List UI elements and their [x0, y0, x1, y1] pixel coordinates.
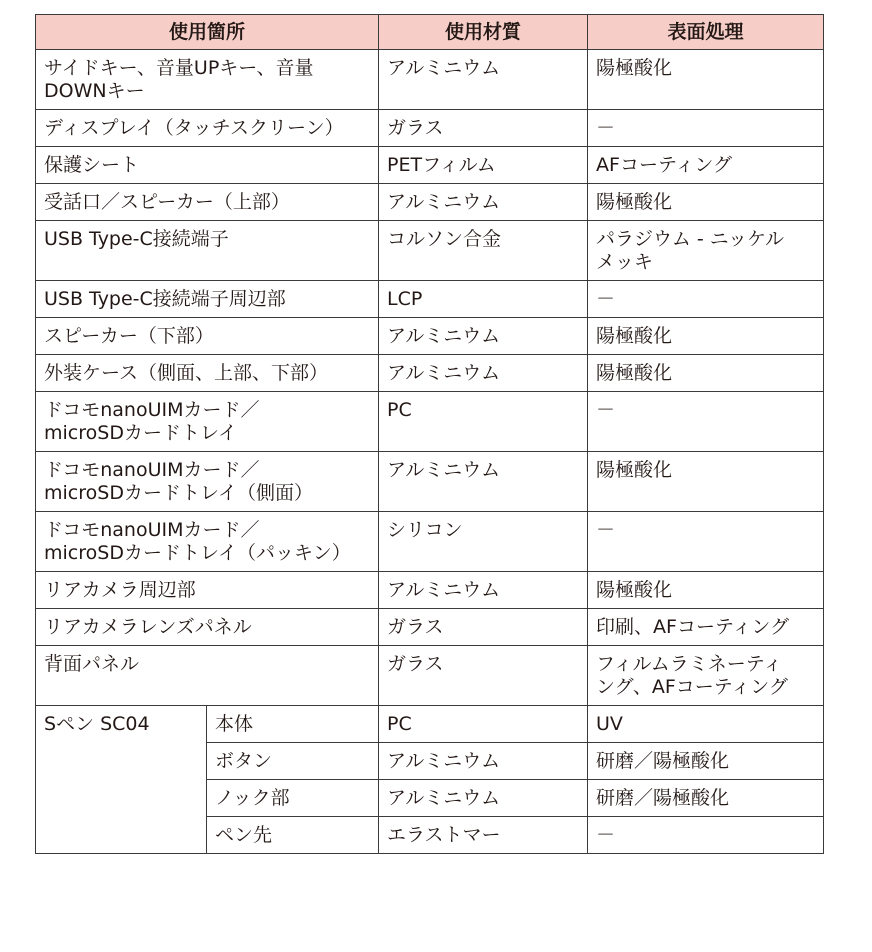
- table-row: [36, 452, 824, 512]
- materials-table: [35, 14, 824, 854]
- location-cell: ディスプレイ（タッチスクリーン）: [36, 110, 379, 147]
- surface-cell: UV: [588, 706, 824, 743]
- spen-part-cell: ボタン: [207, 743, 379, 780]
- location-text: ドコモnanoUIMカード／ microSDカードトレイ: [44, 399, 260, 444]
- surface-cell: 陽極酸化: [588, 184, 824, 221]
- location-cell: リアカメラレンズパネル: [36, 609, 379, 646]
- location-cell: USB Type-C接続端子周辺部: [36, 281, 379, 318]
- header-location: 使用箇所: [36, 15, 379, 50]
- location-cell: [36, 512, 379, 572]
- material-cell: アルミニウム: [379, 50, 588, 110]
- surface-cell: 陽極酸化: [588, 355, 824, 392]
- header-row: [36, 15, 824, 50]
- surface-cell: [588, 221, 824, 281]
- location-cell: USB Type-C接続端子: [36, 221, 379, 281]
- location-cell: 受話口／スピーカー（上部）: [36, 184, 379, 221]
- location-cell: 外装ケース（側面、上部、下部）: [36, 355, 379, 392]
- location-cell: [36, 392, 379, 452]
- surface-text: パラジウム - ニッケル メッキ: [596, 228, 785, 273]
- table-row: [36, 50, 824, 110]
- spen-group-cell: Sペン SC04: [36, 706, 207, 854]
- table-row: [36, 281, 824, 318]
- table-row: [36, 512, 824, 572]
- surface-cell: 陽極酸化: [588, 318, 824, 355]
- material-cell: アルミニウム: [379, 452, 588, 512]
- material-cell: シリコン: [379, 512, 588, 572]
- spen-row: [36, 706, 824, 743]
- surface-text: フィルムラミネーティ ング、AFコーティング: [596, 653, 788, 698]
- table-row: [36, 609, 824, 646]
- material-cell: PC: [379, 392, 588, 452]
- table-row: [36, 110, 824, 147]
- material-cell: コルソン合金: [379, 221, 588, 281]
- surface-cell: 陽極酸化: [588, 50, 824, 110]
- material-cell: エラストマー: [379, 817, 588, 854]
- table-row: [36, 572, 824, 609]
- table-row: [36, 147, 824, 184]
- spen-part-cell: 本体: [207, 706, 379, 743]
- surface-cell: －: [588, 817, 824, 854]
- surface-cell: －: [588, 110, 824, 147]
- surface-cell: [588, 646, 824, 706]
- material-cell: アルミニウム: [379, 743, 588, 780]
- table-row: [36, 221, 824, 281]
- material-cell: アルミニウム: [379, 355, 588, 392]
- surface-cell: －: [588, 512, 824, 572]
- material-cell: ガラス: [379, 646, 588, 706]
- location-cell: スピーカー（下部）: [36, 318, 379, 355]
- table-row: [36, 184, 824, 221]
- surface-cell: －: [588, 392, 824, 452]
- location-text: サイドキー、音量UPキー、音量 DOWNキー: [44, 57, 314, 102]
- header-surface: 表面処理: [588, 15, 824, 50]
- table-row: [36, 355, 824, 392]
- location-text: ドコモnanoUIMカード／ microSDカードトレイ（パッキン）: [44, 519, 351, 564]
- header-material: 使用材質: [379, 15, 588, 50]
- material-cell: ガラス: [379, 609, 588, 646]
- surface-cell: －: [588, 281, 824, 318]
- table-row: [36, 646, 824, 706]
- location-cell: リアカメラ周辺部: [36, 572, 379, 609]
- location-cell: 背面パネル: [36, 646, 379, 706]
- material-cell: アルミニウム: [379, 780, 588, 817]
- surface-cell: AFコーティング: [588, 147, 824, 184]
- surface-cell: 陽極酸化: [588, 452, 824, 512]
- surface-cell: 研磨／陽極酸化: [588, 743, 824, 780]
- location-cell: [36, 452, 379, 512]
- spen-part-cell: ペン先: [207, 817, 379, 854]
- material-cell: アルミニウム: [379, 318, 588, 355]
- material-cell: アルミニウム: [379, 184, 588, 221]
- material-cell: PC: [379, 706, 588, 743]
- surface-cell: 研磨／陽極酸化: [588, 780, 824, 817]
- location-text: ドコモnanoUIMカード／ microSDカードトレイ（側面）: [44, 459, 313, 504]
- table-row: [36, 392, 824, 452]
- surface-cell: 陽極酸化: [588, 572, 824, 609]
- material-cell: アルミニウム: [379, 572, 588, 609]
- location-cell: [36, 50, 379, 110]
- surface-cell: 印刷、AFコーティング: [588, 609, 824, 646]
- table-row: [36, 318, 824, 355]
- location-cell: 保護シート: [36, 147, 379, 184]
- material-cell: LCP: [379, 281, 588, 318]
- spen-part-cell: ノック部: [207, 780, 379, 817]
- material-cell: ガラス: [379, 110, 588, 147]
- material-cell: PETフィルム: [379, 147, 588, 184]
